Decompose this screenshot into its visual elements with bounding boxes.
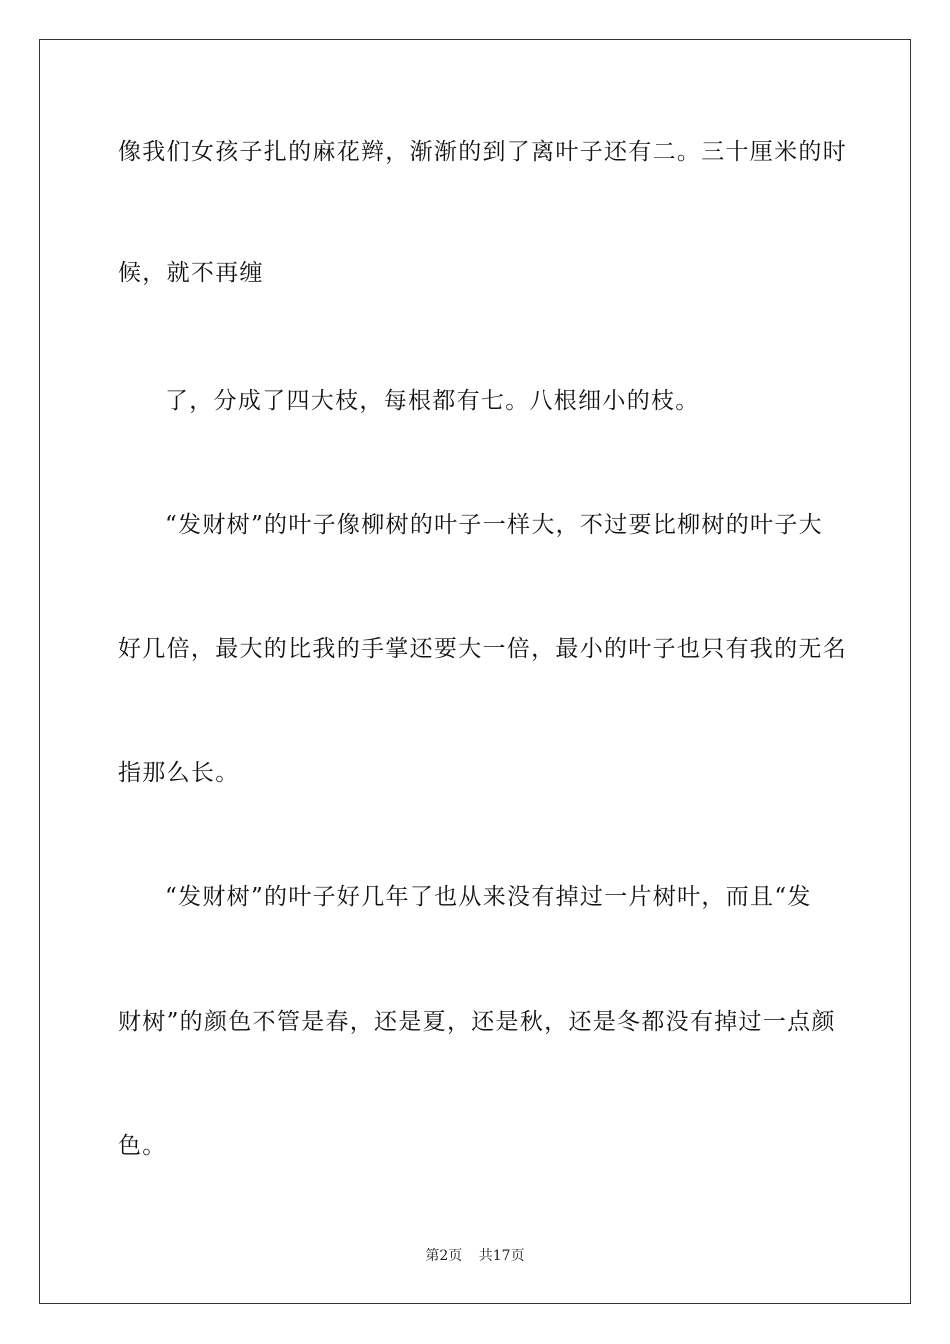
- text-line-1: 像我们女孩子扎的麻花辫，渐渐的到了离叶子还有二。三十厘米的时: [118, 139, 847, 165]
- text-line-8: 财树”的颜色不管是春，还是夏，还是秋，还是冬都没有掉过一点颜: [118, 1009, 836, 1035]
- page-border: [39, 39, 911, 1304]
- text-line-3: 了，分成了四大枝，每根都有七。八根细小的枝。: [165, 388, 700, 414]
- page-footer: [0, 1247, 950, 1265]
- text-line-2: 候，就不再缠: [118, 260, 264, 286]
- page-number: 第2页: [425, 1248, 463, 1264]
- text-line-6: 指那么长。: [118, 760, 240, 786]
- text-line-4: “发财树”的叶子像柳树的叶子一样大，不过要比柳树的叶子大: [165, 512, 823, 538]
- text-line-5: 好几倍，最大的比我的手掌还要大一倍，最小的叶子也只有我的无名: [118, 636, 847, 662]
- text-line-7: “发财树”的叶子好几年了也从来没有掉过一片树叶，而且“发: [165, 884, 812, 910]
- text-line-9: 色。: [118, 1133, 167, 1159]
- page-total: 共17页: [478, 1248, 525, 1264]
